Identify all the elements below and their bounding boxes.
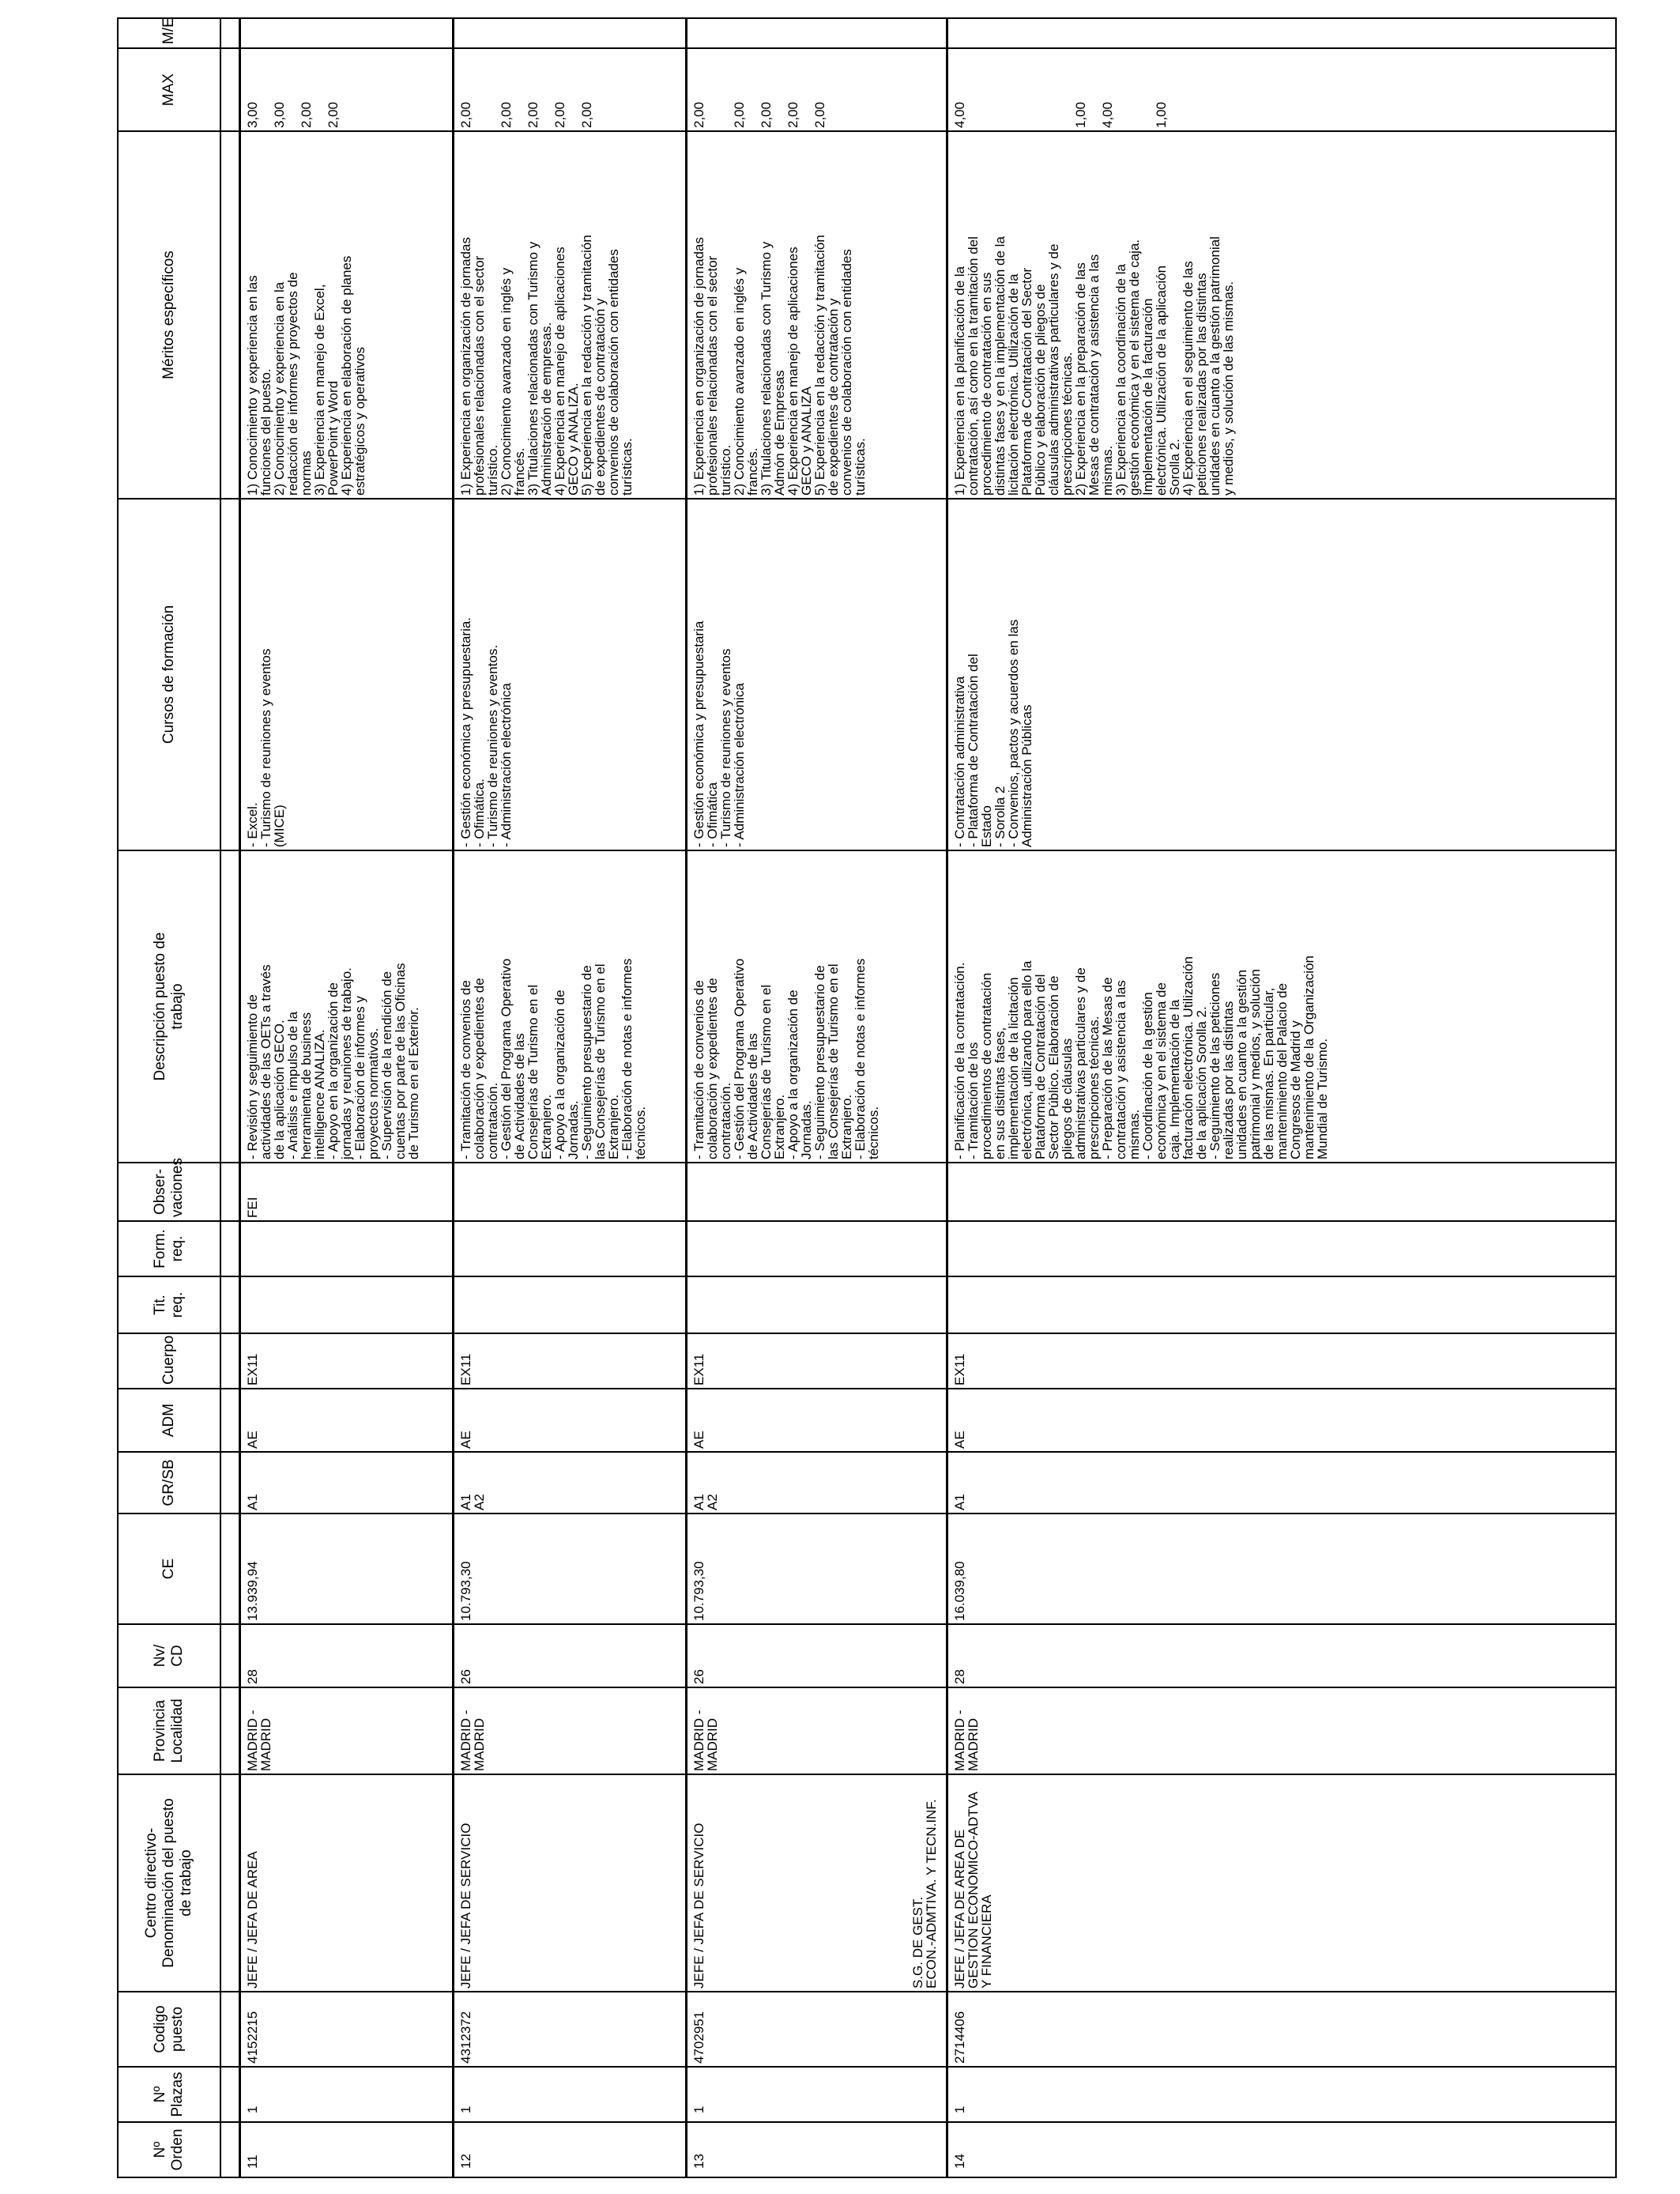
cell-orden: 13 — [687, 2122, 947, 2177]
cell-max: 4,00 1,00 4,00 1,00 — [947, 48, 1617, 131]
cell-me — [454, 18, 687, 48]
cell-adm: AE — [240, 1389, 454, 1452]
cell-cursos: - Gestión económica y presupuestaria. - Ofimática. - Turismo de reuniones y eventos. - Administración electrónica — [454, 499, 687, 850]
cell-me — [687, 18, 947, 48]
cell-orden: 12 — [454, 2122, 687, 2177]
cell-nivel: 28 — [240, 1624, 454, 1687]
cell-centro: JEFE / JEFA DE SERVICIO — [454, 1774, 687, 1992]
cell-grupo: A1 A2 — [454, 1452, 687, 1514]
cell-tit — [687, 1276, 947, 1333]
cell-form — [947, 1221, 1617, 1276]
cell-orden: 14 — [947, 2122, 1617, 2177]
cell-provincia: MADRID - MADRID — [687, 1687, 947, 1774]
cell-tit — [454, 1276, 687, 1333]
col-header-plazas: Nº Plazas — [118, 2067, 220, 2122]
cell-cursos: - Gestión económica y presupuestaria - Ofimática - Turismo de reuniones y eventos - Administración electrónica — [687, 499, 947, 850]
table-row — [947, 18, 1617, 2177]
cell-adm: AE — [947, 1389, 1617, 1452]
cell-plazas: 1 — [687, 2067, 947, 2122]
section-heading: S.G. DE GEST. ECON.-ADMTIVA. Y TECN.INF. — [910, 1799, 939, 1989]
cell-meritos: 1) Experiencia en organización de jornadas profesionales relacionadas con el sector turístico. 2) Conocimiento avanzado en inglés y francés. 3) Titulaciones relacionadas con Turismo y Admón de Empresas 4) Experiencia en manejo de aplicaciones GECO y ANALIZA 5) Experiencia en la redacción y tramitación de expedientes de contratación y convenios de colaboración con entidades turísticas. — [687, 131, 947, 499]
col-header-form: Form. req. — [118, 1221, 220, 1276]
cell-me — [240, 18, 454, 48]
col-header-cuerpo: Cuerpo — [118, 1333, 220, 1389]
cell-descripcion: - Tramitación de convenios de colaboración y expedientes de contratación. - Gestión del Programa Operativo de Actividades de las Consejerías de Turismo en el Extranjero. - Apoyo a la organización de Jornadas. - Seguimiento presupuestario de las Consejerías de Turismo en el Extranjero. - Elaboración de notas e informes técnicos. — [687, 850, 947, 1163]
cell-codigo: 2714406 — [947, 1992, 1617, 2067]
cell-max: 2,00 2,00 2,00 2,00 2,00 — [687, 48, 947, 131]
cell-plazas: 1 — [454, 2067, 687, 2122]
cell-tit — [240, 1276, 454, 1333]
cell-form — [687, 1221, 947, 1276]
col-header-me: M/E — [118, 18, 220, 48]
col-header-centro: Centro directivo- Denominación del puesto de trabajo — [118, 1774, 220, 1992]
col-header-descripcion: Descripción puesto de trabajo — [118, 850, 220, 1163]
col-header-obs: Obser- vaciones — [118, 1163, 220, 1221]
cell-centro: JEFE / JEFA DE AREA — [240, 1774, 454, 1992]
cell-obs — [687, 1163, 947, 1221]
cell-grupo: A1 — [947, 1452, 1617, 1514]
spacer-row — [220, 18, 240, 2177]
col-header-nivel: Nv/ CD — [118, 1624, 220, 1687]
header-row — [118, 18, 220, 2177]
positions-table — [117, 17, 1617, 2178]
cell-grupo: A1 A2 — [687, 1452, 947, 1514]
cell-descripcion: - Revisión y seguimiento de actividades de las OETs a través de la aplicación GECO. - Análisis e impulso de la herramienta de business intelligence ANALIZA. - Apoyo en la organización de jornadas y reuniones de trabajo. - Elaboración de informes y proyectos normativos. - Supervisión de la rendición de cuentas por parte de las Oficinas de Turismo en el Exterior. — [240, 850, 454, 1163]
col-header-adm: ADM — [118, 1389, 220, 1452]
cell-provincia: MADRID - MADRID — [240, 1687, 454, 1774]
cell-descripcion: - Tramitación de convenios de colaboración y expedientes de contratación. - Gestión del Programa Operativo de Actividades de las Consejerías de Turismo en el Extranjero. - Apoyo a la organización de Jornadas. - Seguimiento presupuestario de las Consejerías de Turismo en el Extranjero. - Elaboración de notas e informes técnicos. — [454, 850, 687, 1163]
cell-obs: FEI — [240, 1163, 454, 1221]
cell-codigo: 4152215 — [240, 1992, 454, 2067]
cell-plazas: 1 — [947, 2067, 1617, 2122]
cell-ce: 13.939,94 — [240, 1514, 454, 1624]
cell-nivel: 26 — [687, 1624, 947, 1687]
cell-cuerpo: EX11 — [947, 1333, 1617, 1389]
cell-descripcion: - Planificación de la contratación. - Tramitación de los procedimientos de contratación en sus distintas fases, implementación de la licitación electrónica, utilizando para ello la Plataforma de Contratación del Sector Público. Elaboración de pliegos de cláusulas administrativas particulares y de prescripciones técnicas. - Preparación de las Mesas de contratación y asistencia a las mismas. - Coordinación de la gestión económica y en el sistema de caja. Implementación de la facturación electrónica. Utilización de la aplicación Sorolla 2. - Seguimiento de las peticiones realizadas por las distintas unidades en cuanto a la gestión patrimonial y medios, y solución de las mismas. En particular, mantenimiento del Palacio de Congresos de Madrid y mantenimiento de la Organización Mundial de Turismo. — [947, 850, 1617, 1163]
cell-cursos: - Contratación administrativa - Plataforma de Contratación del Estado - Sorolla 2 - Convenios, pactos y acuerdos en las Administración Públicas — [947, 499, 1617, 850]
cell-centro: JEFE / JEFA DE SERVICIO — [687, 1774, 947, 1992]
cell-tit — [947, 1276, 1617, 1333]
cell-obs — [454, 1163, 687, 1221]
cell-form — [454, 1221, 687, 1276]
cell-cuerpo: EX11 — [687, 1333, 947, 1389]
col-header-ce: CE — [118, 1514, 220, 1624]
col-header-provincia: Provincia Localidad — [118, 1687, 220, 1774]
col-header-tit: Tit. req. — [118, 1276, 220, 1333]
cell-max: 2,00 2,00 2,00 2,00 2,00 — [454, 48, 687, 131]
cell-ce: 10.793,30 — [454, 1514, 687, 1624]
cell-grupo: A1 — [240, 1452, 454, 1514]
cell-me — [947, 18, 1617, 48]
cell-adm: AE — [687, 1389, 947, 1452]
col-header-orden: Nº Orden — [118, 2122, 220, 2177]
cell-centro — [910, 1774, 1617, 1992]
cell-cuerpo: EX11 — [454, 1333, 687, 1389]
cell-cuerpo: EX11 — [240, 1333, 454, 1389]
job-positions-sheet — [117, 19, 1617, 2178]
col-header-max: MAX — [118, 48, 220, 131]
cell-meritos: 1) Experiencia en organización de jornadas profesionales relacionadas con el sector turístico. 2) Conocimiento avanzado en inglés y francés. 3) Titulaciones relacionadas con Turismo y Administración de empresas. 4) Experiencia en manejo de aplicaciones GECO y ANALIZA. 5) Experiencia en la redacción y tramitación de expedientes de contratación y convenios de colaboración con entidades turísticas. — [454, 131, 687, 499]
cell-form — [240, 1221, 454, 1276]
col-header-cursos: Cursos de formación — [118, 499, 220, 850]
cell-ce: 10.793,30 — [687, 1514, 947, 1624]
table-row — [240, 18, 454, 2177]
cell-provincia: MADRID - MADRID — [454, 1687, 687, 1774]
cell-orden: 11 — [240, 2122, 454, 2177]
cell-codigo: 4312372 — [454, 1992, 687, 2067]
cell-codigo: 4702951 — [687, 1992, 947, 2067]
cell-max: 3,00 3,00 2,00 2,00 — [240, 48, 454, 131]
cell-meritos: 1) Conocimiento y experiencia en las funciones del puesto. 2) Conocimiento y experiencia en la redacción de informes y proyectos de normas 3) Experiencia en manejo de Excel, PowerPoint y Word 4) Experiencia en elaboración de planes estratégicos y operativos — [240, 131, 454, 499]
cell-provincia: MADRID - MADRID — [947, 1687, 1617, 1774]
col-header-codigo: Codigo puesto — [118, 1992, 220, 2067]
cell-nivel: 26 — [454, 1624, 687, 1687]
cell-cursos: - Excel. - Turismo de reuniones y eventos (MICE) — [240, 499, 454, 850]
cell-ce: 16.039,80 — [947, 1514, 1617, 1624]
cell-plazas: 1 — [240, 2067, 454, 2122]
table-row — [687, 18, 947, 2177]
table-row — [454, 18, 687, 2177]
col-header-meritos: Méritos específicos — [118, 131, 220, 499]
cell-meritos: 1) Experiencia en la planificación de la contratación, así como en la tramitación del procedimiento de contratación en sus distintas fases y en la implementación de la licitación electrónica. Utilización de la Plataforma de Contratación del Sector Público y elaboración de pliegos de cláusulas administrativas particulares y de prescripciones técnicas. 2) Experiencia en la preparación de las Mesas de contratación y asistencia a las mismas. 3) Experiencia en la coordinación de la gestión económica y en el sistema de caja. Implementación de la facturación electrónica. Utilización de la aplicación Sorolla 2. 4) Experiencia en el seguimiento de las peticiones realizadas por las distintas unidades en cuanto a la gestión patrimonial y medios, y solución de las mismas. — [947, 131, 1617, 499]
cell-obs — [947, 1163, 1617, 1221]
position-name: JEFE / JEFA DE AREA DE GESTION ECONOMICO-ADTVA Y FINANCIERA — [952, 1791, 994, 1989]
cell-nivel: 28 — [947, 1624, 1617, 1687]
cell-adm: AE — [454, 1389, 687, 1452]
col-header-grupo: GR/SB — [118, 1452, 220, 1514]
